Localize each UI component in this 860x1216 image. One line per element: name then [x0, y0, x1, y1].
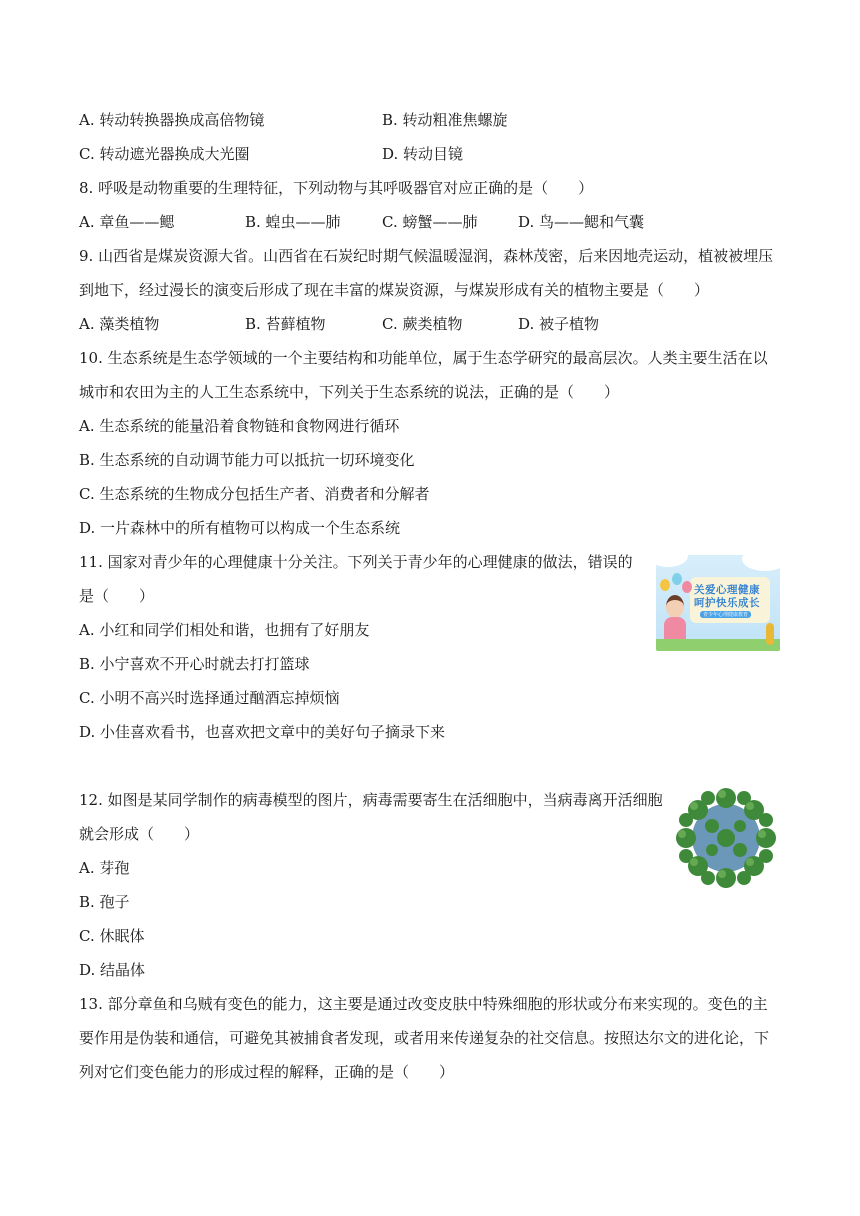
q10-option-a: A. 生态系统的能量沿着食物链和食物网进行循环 — [79, 417, 400, 435]
girl-head-illustration — [666, 595, 684, 618]
q10-stem-line1: 10. 生态系统是生态学领域的一个主要结构和功能单位，属于生态学研究的最高层次。人类主要生活在以 — [79, 349, 768, 367]
q11-option-c: C. 小明不高兴时选择通过酗酒忘掉烦恼 — [79, 689, 340, 707]
q11-option-b: B. 小宁喜欢不开心时就去打打篮球 — [79, 655, 310, 673]
q8-option-d: D. 鸟——鳃和气囊 — [518, 213, 645, 231]
q8-option-b: B. 蝗虫——肺 — [245, 213, 341, 231]
q9-stem-line2: 到地下，经过漫长的演变后形成了现在丰富的煤炭资源，与煤炭形成有关的植物主要是（ ） — [79, 281, 710, 299]
q12-option-d: D. 结晶体 — [79, 961, 146, 979]
balloon-shape — [682, 581, 692, 593]
q9-option-a: A. 藻类植物 — [79, 315, 160, 333]
q12-option-c: C. 休眠体 — [79, 927, 145, 945]
q11-stem-line2: 是（ ） — [79, 587, 155, 605]
q8-stem: 8. 呼吸是动物重要的生理特征，下列动物与其呼吸器官对应正确的是（ ） — [79, 179, 594, 197]
q7-option-b: B. 转动粗准焦螺旋 — [382, 111, 508, 129]
q12-option-a: A. 芽孢 — [79, 859, 130, 877]
q10-option-b: B. 生态系统的自动调节能力可以抵抗一切环境变化 — [79, 451, 415, 469]
q9-option-b: B. 苔藓植物 — [245, 315, 326, 333]
grass-shape — [656, 639, 780, 651]
cloud-shape — [742, 555, 780, 571]
virus-model-image — [672, 784, 780, 892]
q8-option-c: C. 螃蟹——肺 — [382, 213, 478, 231]
q9-stem-line1: 9. 山西省是煤炭资源大省。山西省在石炭纪时期气候温暖湿润，森林茂密，后来因地壳运动，植被被埋压 — [79, 247, 774, 265]
q13-stem-line3: 列对它们变色能力的形成过程的解释，正确的是（ ） — [79, 1063, 455, 1081]
q10-stem-line2: 城市和农田为主的人工生态系统中，下列关于生态系统的说法，正确的是（ ） — [79, 383, 620, 401]
q10-option-c: C. 生态系统的生物成分包括生产者、消费者和分解者 — [79, 485, 430, 503]
q11-stem-line1: 11. 国家对青少年的心理健康十分关注。下列关于青少年的心理健康的做法，错误的 — [79, 553, 633, 571]
q13-stem-line2: 要作用是伪装和通信，可避免其被捕食者发现，或者用来传递复杂的社交信息。按照达尔文的进化论，下 — [79, 1029, 770, 1047]
balloon-shape — [672, 573, 682, 585]
poster-title-line2: 呵护快乐成长 — [694, 597, 760, 609]
q7-option-c: C. 转动遮光器换成大光圈 — [79, 145, 250, 163]
q13-stem-line1: 13. 部分章鱼和乌贼有变色的能力，这主要是通过改变皮肤中特殊细胞的形状或分布来实现的。变色的主 — [79, 995, 768, 1013]
q8-option-a: A. 章鱼——鳃 — [79, 213, 175, 231]
q7-option-a: A. 转动转换器换成高倍物镜 — [79, 111, 265, 129]
mental-health-poster-image — [656, 555, 780, 651]
balloon-shape — [660, 579, 670, 591]
q12-option-b: B. 孢子 — [79, 893, 130, 911]
poster-subtitle: 青少年心理健康教育 — [700, 611, 751, 618]
cloud-shape — [656, 555, 688, 567]
q11-option-d: D. 小佳喜欢看书，也喜欢把文章中的美好句子摘录下来 — [79, 723, 446, 741]
plant-shape — [766, 623, 774, 645]
q10-option-d: D. 一片森林中的所有植物可以构成一个生态系统 — [79, 519, 401, 537]
q9-option-d: D. 被子植物 — [518, 315, 600, 333]
poster-title-line1: 关爱心理健康 — [694, 584, 760, 596]
q12-stem-line1: 12. 如图是某同学制作的病毒模型的图片，病毒需要寄生在活细胞中，当病毒离开活细胞 — [79, 791, 663, 809]
q12-stem-line2: 就会形成（ ） — [79, 825, 200, 843]
q9-option-c: C. 蕨类植物 — [382, 315, 463, 333]
q7-option-d: D. 转动目镜 — [382, 145, 464, 163]
q11-option-a: A. 小红和同学们相处和谐，也拥有了好朋友 — [79, 621, 370, 639]
